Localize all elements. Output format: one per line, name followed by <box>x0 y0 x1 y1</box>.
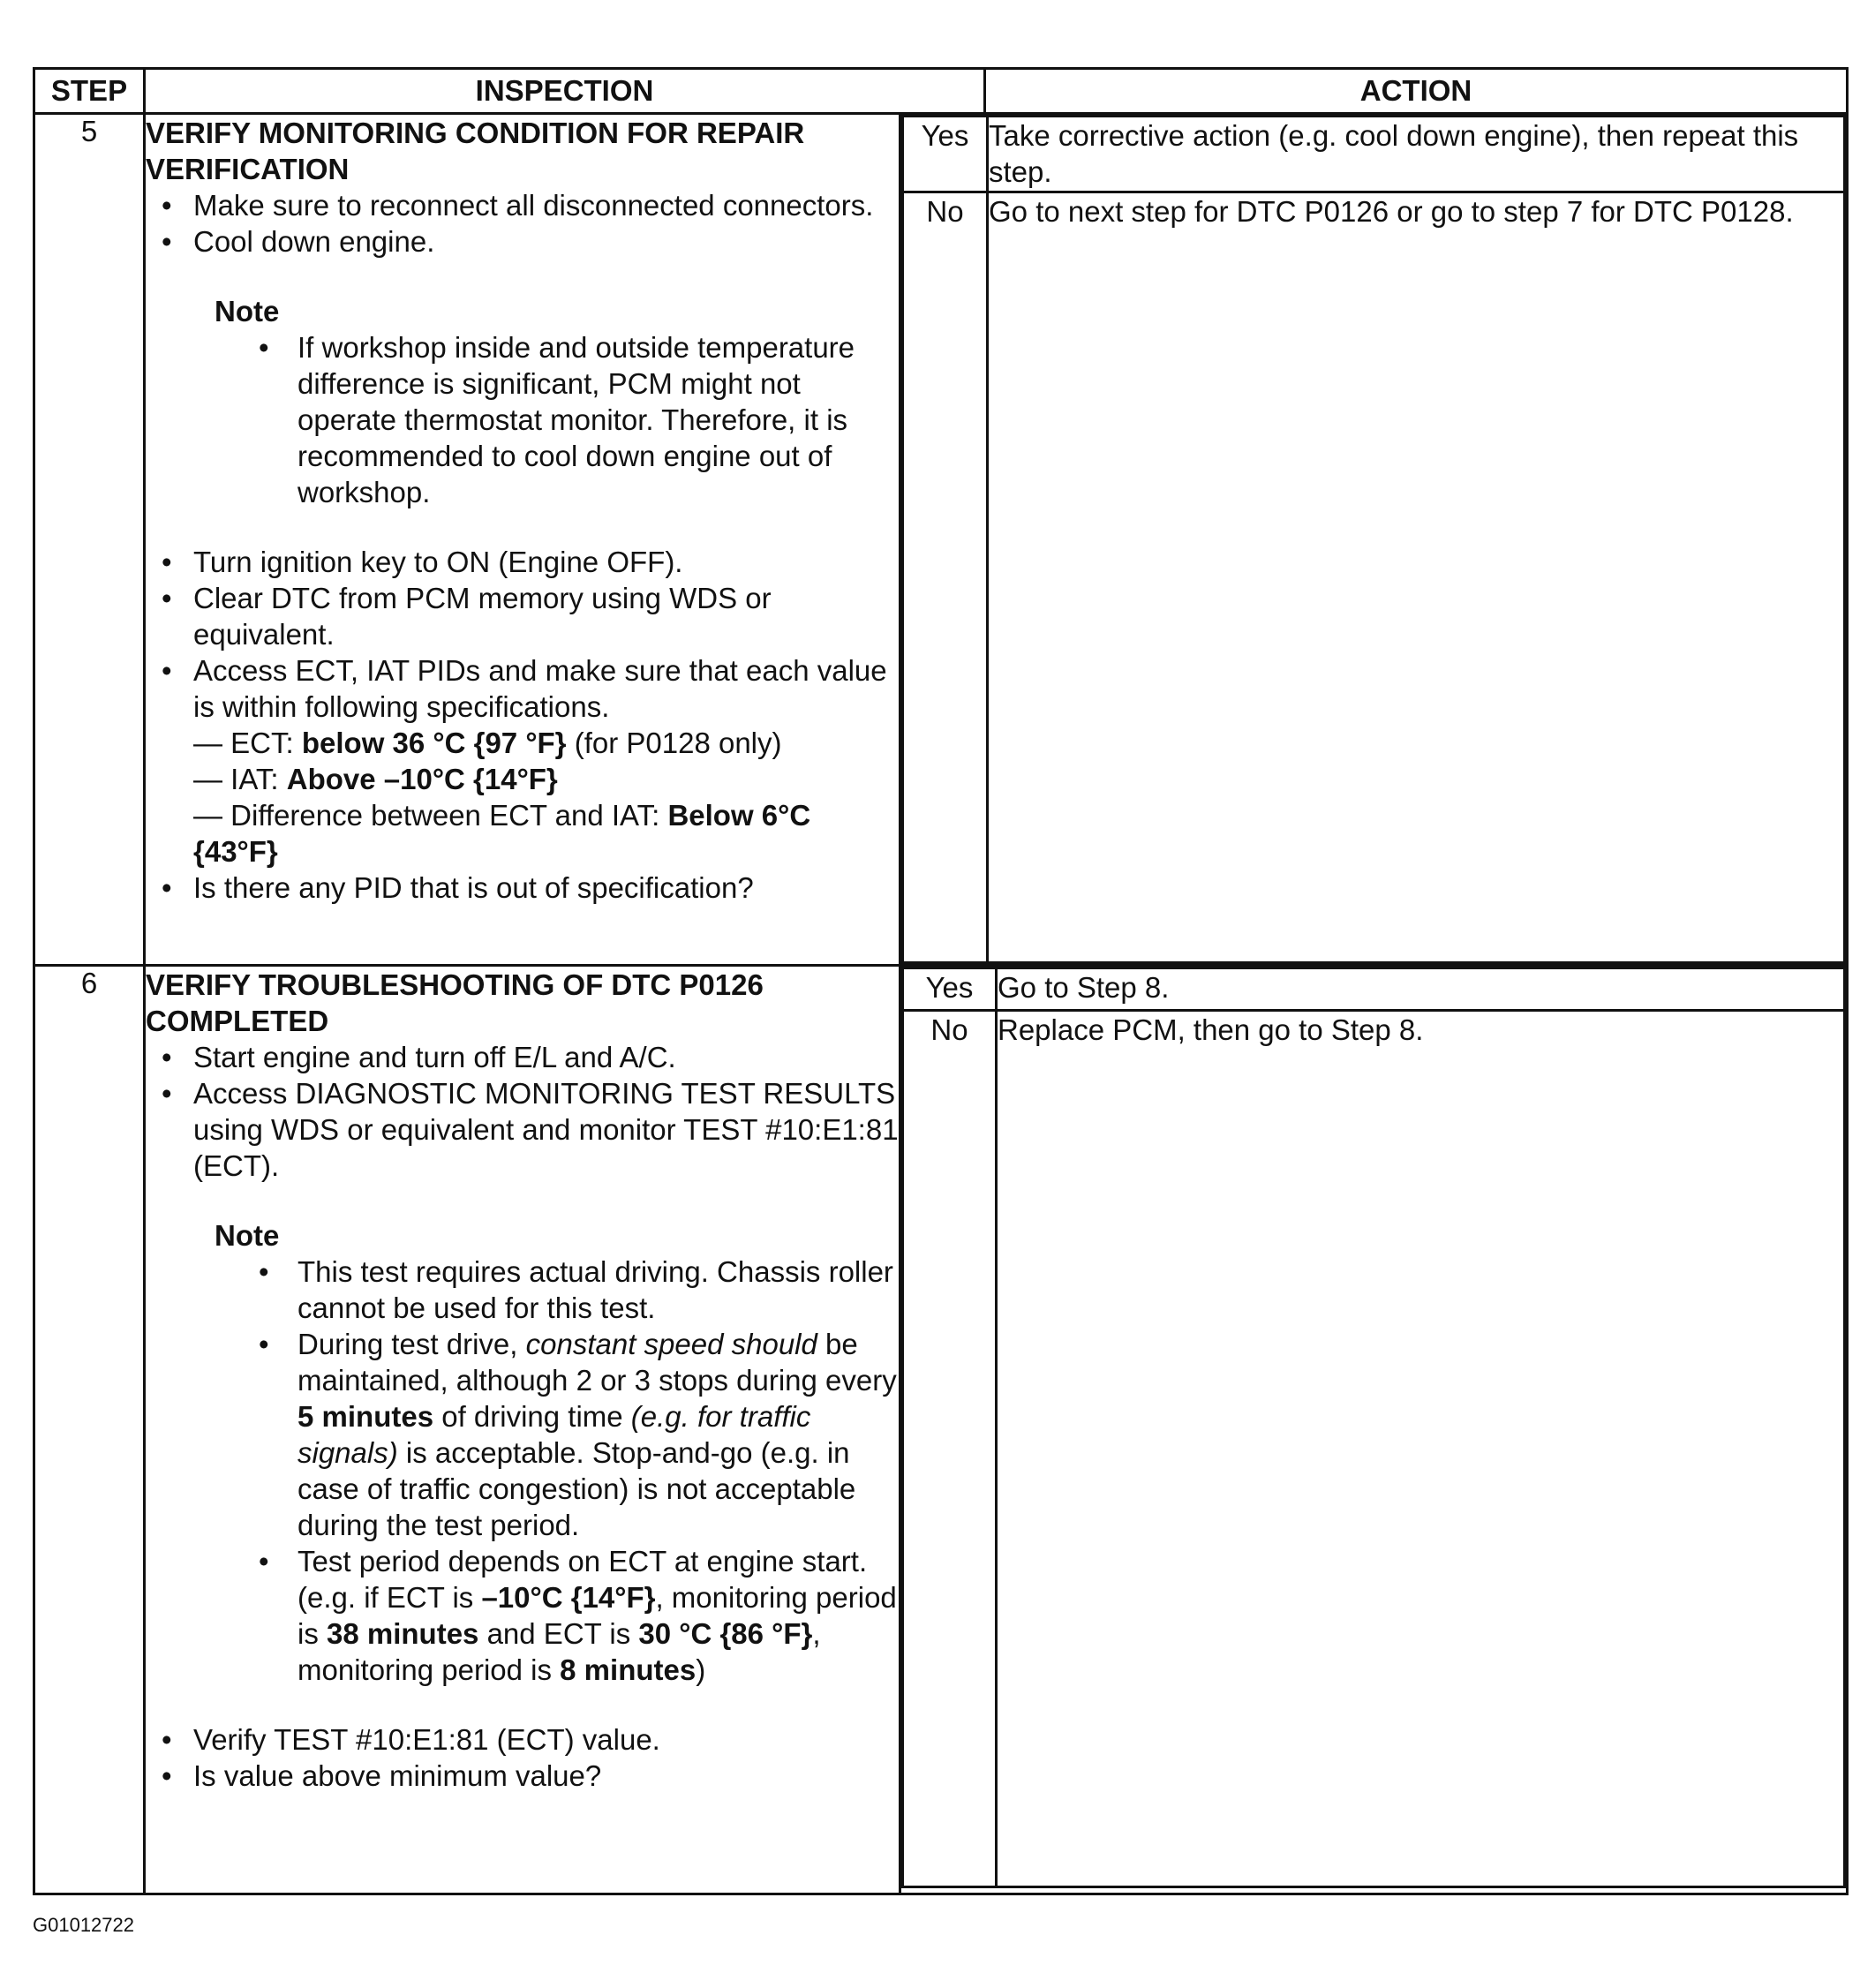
list-item: • Turn ignition key to ON (Engine OFF). <box>193 544 899 580</box>
header-action: ACTION <box>985 69 1848 114</box>
inspection-cell-6 <box>145 966 900 1894</box>
yes-action-5: Take corrective action (e.g. cool down engine), then repeat this step. <box>988 117 1845 192</box>
spec-ect: — ECT: below 36 °C {97 °F} (for P0128 only) <box>193 727 782 759</box>
no-action-6: Replace PCM, then go to Step 8. <box>997 1011 1845 1887</box>
list-item: • Test period depends on ECT at engine start. (e.g. if ECT is –10°C {14°F}, monitoring period is 38 minutes and ECT is 30 °C {86 °F}, monitoring period is 8 minutes) <box>297 1543 899 1688</box>
note-label: Note <box>215 1219 280 1252</box>
list-item: • Make sure to reconnect all disconnected connectors. <box>193 187 899 223</box>
spec-iat: — IAT: Above –10°C {14°F} <box>193 763 558 795</box>
step-title-6: VERIFY TROUBLESHOOTING OF DTC P0126 COMPLETED <box>146 968 764 1037</box>
yes-label-5: Yes <box>903 117 988 192</box>
bullet-list-6b <box>146 1721 899 1794</box>
step-row-5 <box>34 114 1848 966</box>
header-step: STEP <box>34 69 145 114</box>
note-block-6 <box>215 1217 899 1688</box>
step-number-6: 6 <box>34 966 145 1894</box>
inspection-cell-5 <box>145 114 900 966</box>
note-list-6 <box>215 1254 899 1688</box>
note-list-5 <box>215 329 899 510</box>
action-cell-6 <box>900 966 1848 1894</box>
diagnostic-table <box>33 67 1849 1895</box>
step-number-5: 5 <box>34 114 145 966</box>
list-item: • Access DIAGNOSTIC MONITORING TEST RESULTS using WDS or equivalent and monitor TEST #10:E1:81 (ECT). <box>193 1075 899 1184</box>
spec-intro: Access ECT, IAT PIDs and make sure that each value is within following specifications. <box>193 654 887 723</box>
list-item <box>193 652 899 870</box>
step-row-6 <box>34 966 1848 1894</box>
figure-code: G01012722 <box>33 1914 134 1936</box>
list-item: • This test requires actual driving. Chassis roller cannot be used for this test. <box>297 1254 899 1326</box>
diagnostic-table-sheet <box>33 67 1846 1889</box>
no-label-5: No <box>903 192 988 963</box>
list-item: • Verify TEST #10:E1:81 (ECT) value. <box>193 1721 899 1758</box>
bullet-list-6a <box>146 1039 899 1184</box>
action-subtable-6 <box>901 967 1846 1888</box>
no-action-5: Go to next step for DTC P0126 or go to step 7 for DTC P0128. <box>988 192 1845 963</box>
header-row <box>34 69 1848 114</box>
header-inspection: INSPECTION <box>145 69 985 114</box>
note-label: Note <box>215 295 280 328</box>
list-item: • Is value above minimum value? <box>193 1758 899 1794</box>
no-label-6: No <box>903 1011 997 1887</box>
list-item: • During test drive, constant speed should be maintained, although 2 or 3 stops during every 5 minutes of driving time (e.g. for traffic signals) is acceptable. Stop-and-go (e.g. in case of traffic congestion) is not acceptable during the test period. <box>297 1326 899 1543</box>
action-subtable-5 <box>901 115 1846 964</box>
yes-label-6: Yes <box>903 968 997 1011</box>
spec-difference: — Difference between ECT and IAT: Below 6°C {43°F} <box>193 799 811 868</box>
yes-action-6: Go to Step 8. <box>997 968 1845 1011</box>
bullet-list-5b <box>146 544 899 906</box>
note-block-5 <box>215 293 899 510</box>
bullet-list-5a <box>146 187 899 260</box>
list-item: • Clear DTC from PCM memory using WDS or equivalent. <box>193 580 899 652</box>
action-cell-5 <box>900 114 1848 966</box>
list-item: • Cool down engine. <box>193 223 899 260</box>
list-item: • If workshop inside and outside temperature difference is significant, PCM might not operate thermostat monitor. Therefore, it is recommended to cool down engine out of workshop. <box>297 329 899 510</box>
list-item: • Is there any PID that is out of specification? <box>193 870 899 906</box>
step-title-5: VERIFY MONITORING CONDITION FOR REPAIR VERIFICATION <box>146 117 805 185</box>
list-item: • Start engine and turn off E/L and A/C. <box>193 1039 899 1075</box>
